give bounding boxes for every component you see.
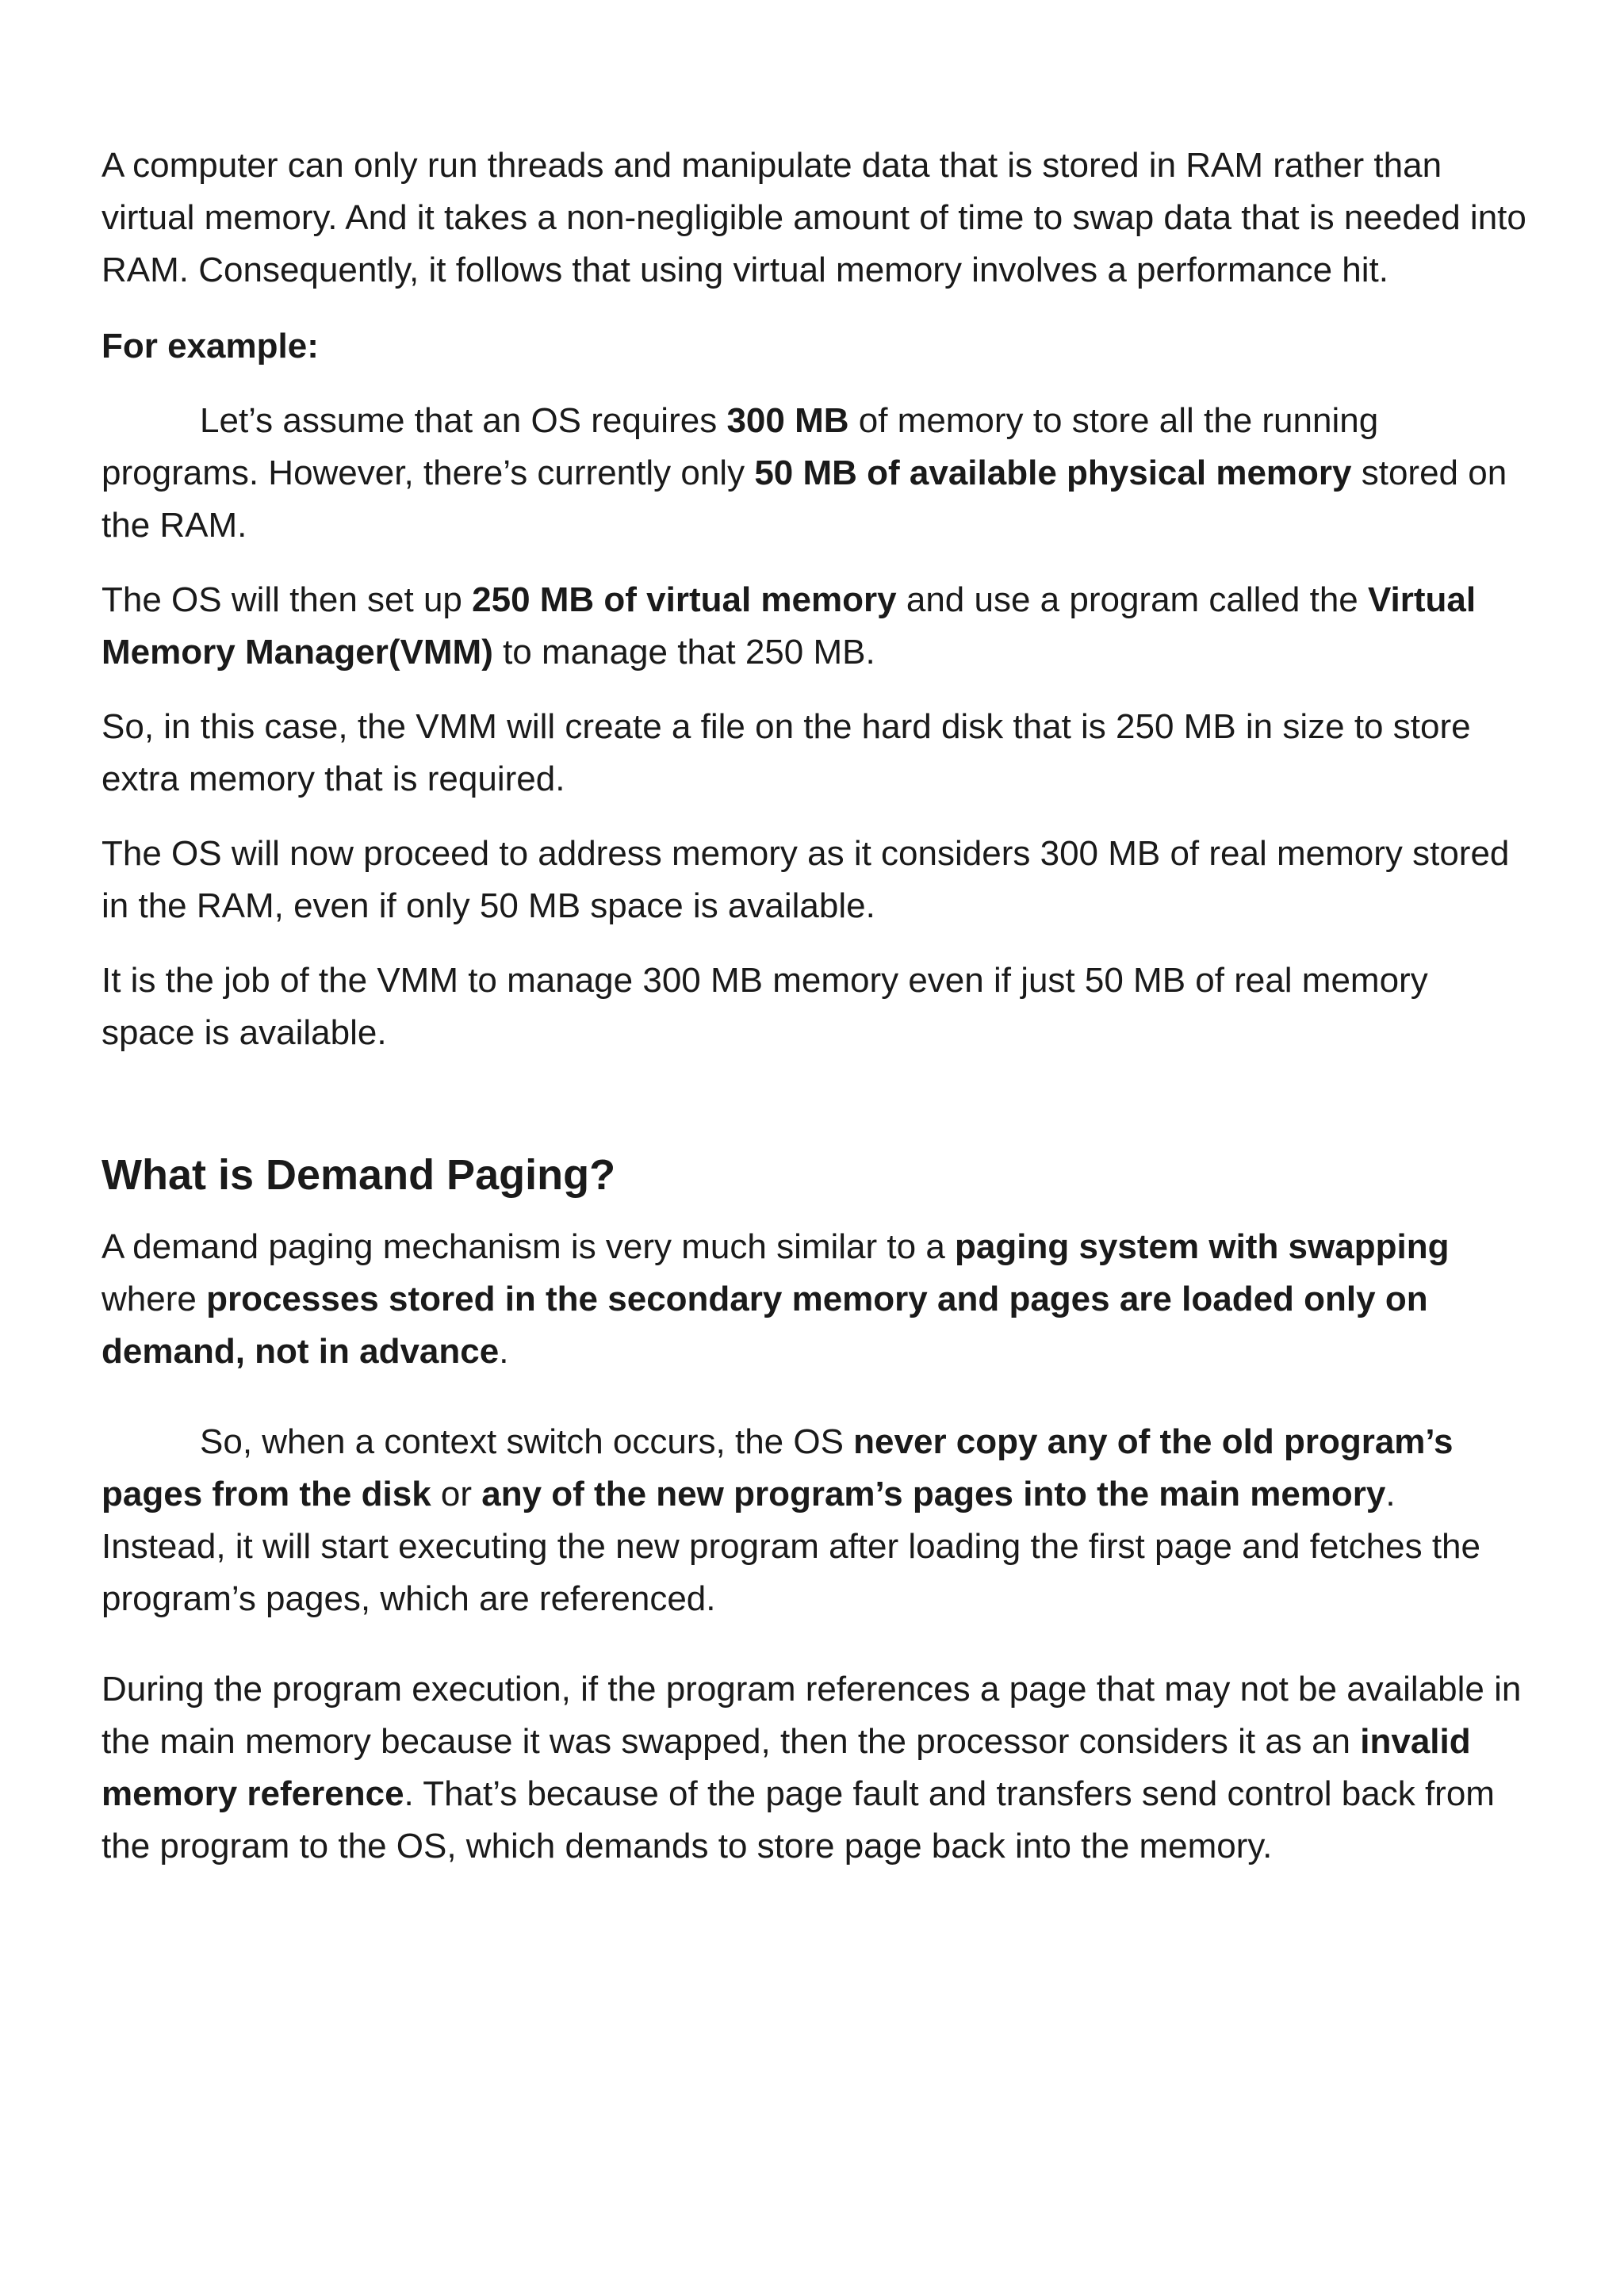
paragraph-vmm-setup — [102, 574, 1529, 679]
paragraph-vmm-file: So, in this case, the VMM will create a file on the hard disk that is 250 MB in size to store extra memory that is required. — [102, 707, 1471, 798]
bold-text: invalid memory reference — [102, 1722, 1471, 1813]
bold-text: 250 MB of virtual memory — [472, 580, 897, 619]
text: where — [102, 1280, 207, 1318]
text: The OS will then set up — [102, 580, 473, 619]
section-title: What is Demand Paging? — [102, 1151, 616, 1199]
paragraph-example-requirement — [102, 395, 1529, 552]
text: During the program execution, if the program references a page that may not be available in the main memory because it was swapped, then the processor considers it as an — [102, 1670, 1522, 1761]
paragraph-page-fault — [102, 1663, 1529, 1873]
paragraph-address-memory: The OS will now proceed to address memory as it considers 300 MB of real memory stored in the RAM, even if only 50 MB space is available. — [102, 834, 1510, 925]
bold-text: any of the new program’s pages into the main memory — [481, 1475, 1386, 1513]
bold-text: paging system with swapping — [955, 1227, 1450, 1266]
text: Let’s assume that an OS requires — [200, 401, 727, 440]
text: or — [431, 1475, 482, 1513]
text: . That’s because of the page fault and transfers send control back from the program to the OS, which demands to store page back into the memory. — [102, 1774, 1495, 1866]
bold-text: never copy any of the old program’s pages from the disk — [102, 1422, 1454, 1513]
text: of memory to store all the running programs. However, there’s currently only — [102, 401, 1379, 492]
text: . — [499, 1332, 509, 1371]
paragraph-context-switch — [102, 1416, 1529, 1625]
paragraph-vmm-job: It is the job of the VMM to manage 300 MB memory even if just 50 MB of real memory space is available. — [102, 961, 1428, 1052]
example-heading — [102, 320, 1529, 373]
text: . Instead, it will start executing the new program after loading the first page and fetches the program’s pages, which are referenced. — [102, 1475, 1480, 1618]
bold-text: processes stored in the secondary memory and pages are loaded only on demand, not in advance — [102, 1280, 1428, 1371]
text: A demand paging mechanism is very much similar to a — [102, 1227, 956, 1266]
bold-text: 50 MB of available physical memory — [754, 453, 1352, 492]
text: So, when a context switch occurs, the OS — [200, 1422, 854, 1461]
bold-text: 300 MB — [726, 401, 849, 440]
bold-text: Virtual Memory Manager(VMM) — [102, 580, 1477, 672]
document-page — [102, 140, 1529, 1873]
example-heading-text: For example: — [102, 327, 319, 365]
text: and use a program called the — [896, 580, 1368, 619]
paragraph-virtual-memory-intro: A computer can only run threads and manipulate data that is stored in RAM rather than virtual memory. And it takes a non-negligible amount of time to swap data that is needed into RAM. Consequently, it follows that using virtual memory involves a performance hit. — [102, 146, 1526, 289]
paragraph-demand-paging-definition — [102, 1221, 1529, 1378]
text: stored on the RAM. — [102, 453, 1507, 545]
text: to manage that 250 MB. — [492, 633, 875, 672]
